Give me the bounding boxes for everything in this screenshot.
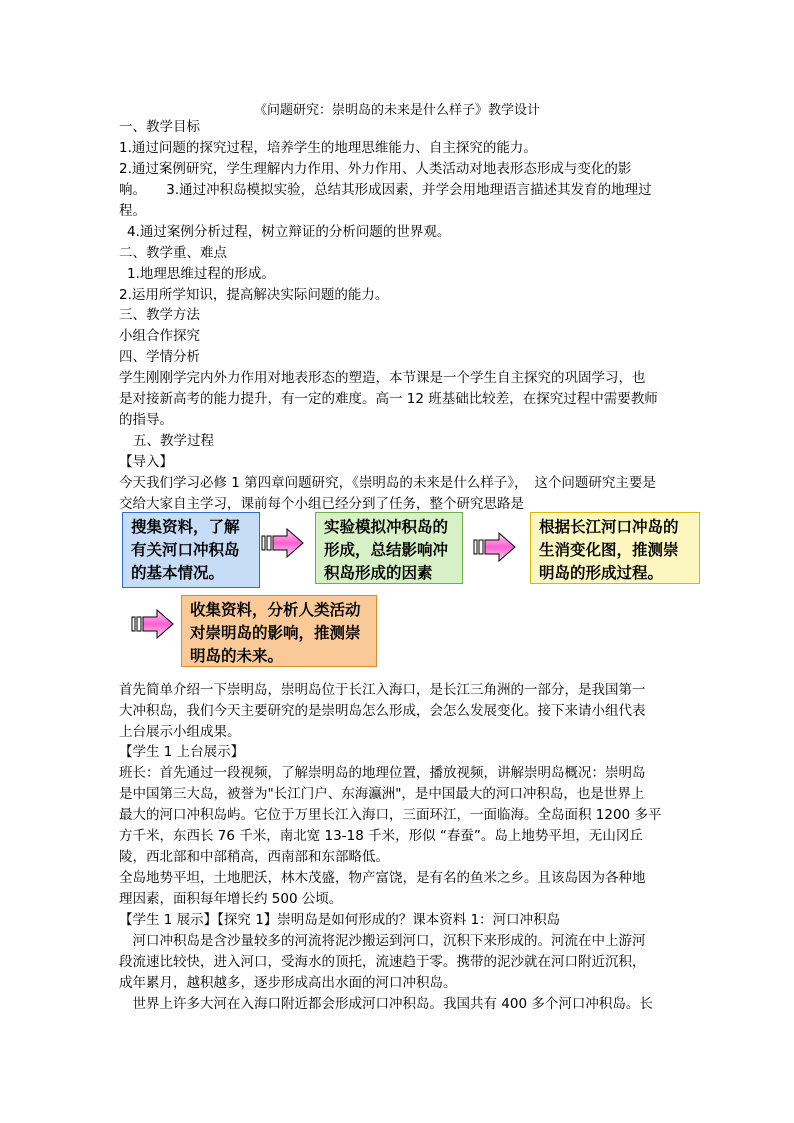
arrow-right-icon <box>131 608 175 640</box>
text-line: 今天我们学习必修 1 第四章问题研究，《崇明岛的未来是什么样子》， 这个问题研究主要是 <box>119 475 656 491</box>
text-line: 上台展示小组成果。 <box>119 724 241 740</box>
text-line: 1.地理思维过程的形成。 <box>127 266 275 282</box>
text-line: 4.通过案例分析过程，树立辩证的分析问题的世界观。 <box>127 224 451 240</box>
text-line: 学生刚刚学完内外力作用对地表形态的塑造，本节课是一个学生自主探究的巩固学习，也 <box>119 370 646 386</box>
subheading-student-1: 【学生 1 上台展示】 <box>119 744 245 760</box>
text-line: 2.通过案例研究，学生理解内力作用、外力作用、人类活动对地表形态形成与变化的影 <box>119 161 632 177</box>
text-line: 陵，西北部和中部稍高，西南部和东部略低。 <box>119 849 389 865</box>
text-line: 响。 3.通过冲积岛模拟实验，总结其形成因素，并学会用地理语言描述其发育的地理过 <box>119 182 652 198</box>
flow-box-3: 根据长江河口冲岛的生消变化图，推测崇明岛的形成过程。 <box>530 512 700 584</box>
section-heading-methods: 三、教学方法 <box>119 307 200 323</box>
section-heading-analysis: 四、学情分析 <box>119 349 200 365</box>
text-line: 理因素，面积每年增长约 500 公顷。 <box>119 891 343 907</box>
document-title: 《问题研究：崇明岛的未来是什么样子》教学设计 <box>253 103 540 118</box>
text-line: 大冲积岛，我们今天主要研究的是崇明岛怎么形成，会怎么发展变化。接下来请小组代表 <box>119 703 646 719</box>
text-line: 的指导。 <box>119 412 173 428</box>
subheading-intro: 【导入】 <box>119 454 173 470</box>
subheading-inquiry-1: 【学生 1 展示】【探究 1】崇明岛是如何形成的？课本资料 1：河口冲积岛 <box>119 912 561 928</box>
text-line: 世界上许多大河在入海口附近都会形成河口冲积岛。我国共有 400 多个河口冲积岛。长 <box>119 996 653 1012</box>
text-line: 是中国第三大岛，被誉为"长江门户、东海瀛洲"，是中国最大的河口冲积岛，也是世界上 <box>119 786 645 802</box>
text-line: 成年累月，越积越多，逐步形成高出水面的河口冲积岛。 <box>119 975 457 991</box>
text-line: 全岛地势平坦，土地肥沃，林木茂盛，物产富饶，是有名的鱼米之乡。且该岛因为各种地 <box>119 870 646 886</box>
flow-box-2: 实验模拟冲积岛的形成，总结影响冲积岛形成的因素 <box>315 512 463 584</box>
text-line: 段流速比较快，进入河口，受海水的顶托，流速趋于零。携带的泥沙就在河口附近沉积， <box>119 954 646 970</box>
flow-box-4: 收集资料，分析人类活动对崇明岛的影响，推测崇明岛的未来。 <box>181 595 377 667</box>
text-line: 最大的河口冲积岛屿。它位于万里长江入海口，三面环江，一面临海。全岛面积 1200 多平 <box>119 807 662 823</box>
text-line: 首先简单介绍一下崇明岛，崇明岛位于长江入海口，是长江三角洲的一部分，是我国第一 <box>119 682 646 698</box>
section-heading-objectives: 一、教学目标 <box>119 119 200 135</box>
text-line: 2.运用所学知识，提高解决实际问题的能力。 <box>119 287 389 303</box>
text-line: 班长：首先通过一段视频，了解崇明岛的地理位置，播放视频，讲解崇明岛概况：崇明岛 <box>119 765 646 781</box>
arrow-right-icon <box>473 531 517 563</box>
text-line: 方千米，东西长 76 千米，南北宽 13-18 千米，形似 “春蚕”。岛上地势平坦，无山冈丘 <box>119 828 643 844</box>
flow-box-1: 搜集资料，了解有关河口冲积岛的基本情况。 <box>122 512 260 588</box>
text-line: 1.通过问题的探究过程，培养学生的地理思维能力、自主探究的能力。 <box>119 140 537 156</box>
section-heading-process: 五、教学过程 <box>133 433 214 449</box>
text-line: 交给大家自主学习，课前每个小组已经分到了任务，整个研究思路是 <box>119 496 524 512</box>
text-line: 小组合作探究 <box>119 328 200 344</box>
arrow-right-icon <box>261 527 305 559</box>
text-line: 河口冲积岛是含沙量较多的河流将泥沙搬运到河口，沉积下来形成的。河流在中上游河 <box>119 933 646 949</box>
text-line: 是对接新高考的能力提升，有一定的难度。高一 12 班基础比较差，在探究过程中需要教师 <box>119 391 658 407</box>
section-heading-key-points: 二、教学重、难点 <box>119 245 227 261</box>
text-line: 程。 <box>119 203 146 219</box>
